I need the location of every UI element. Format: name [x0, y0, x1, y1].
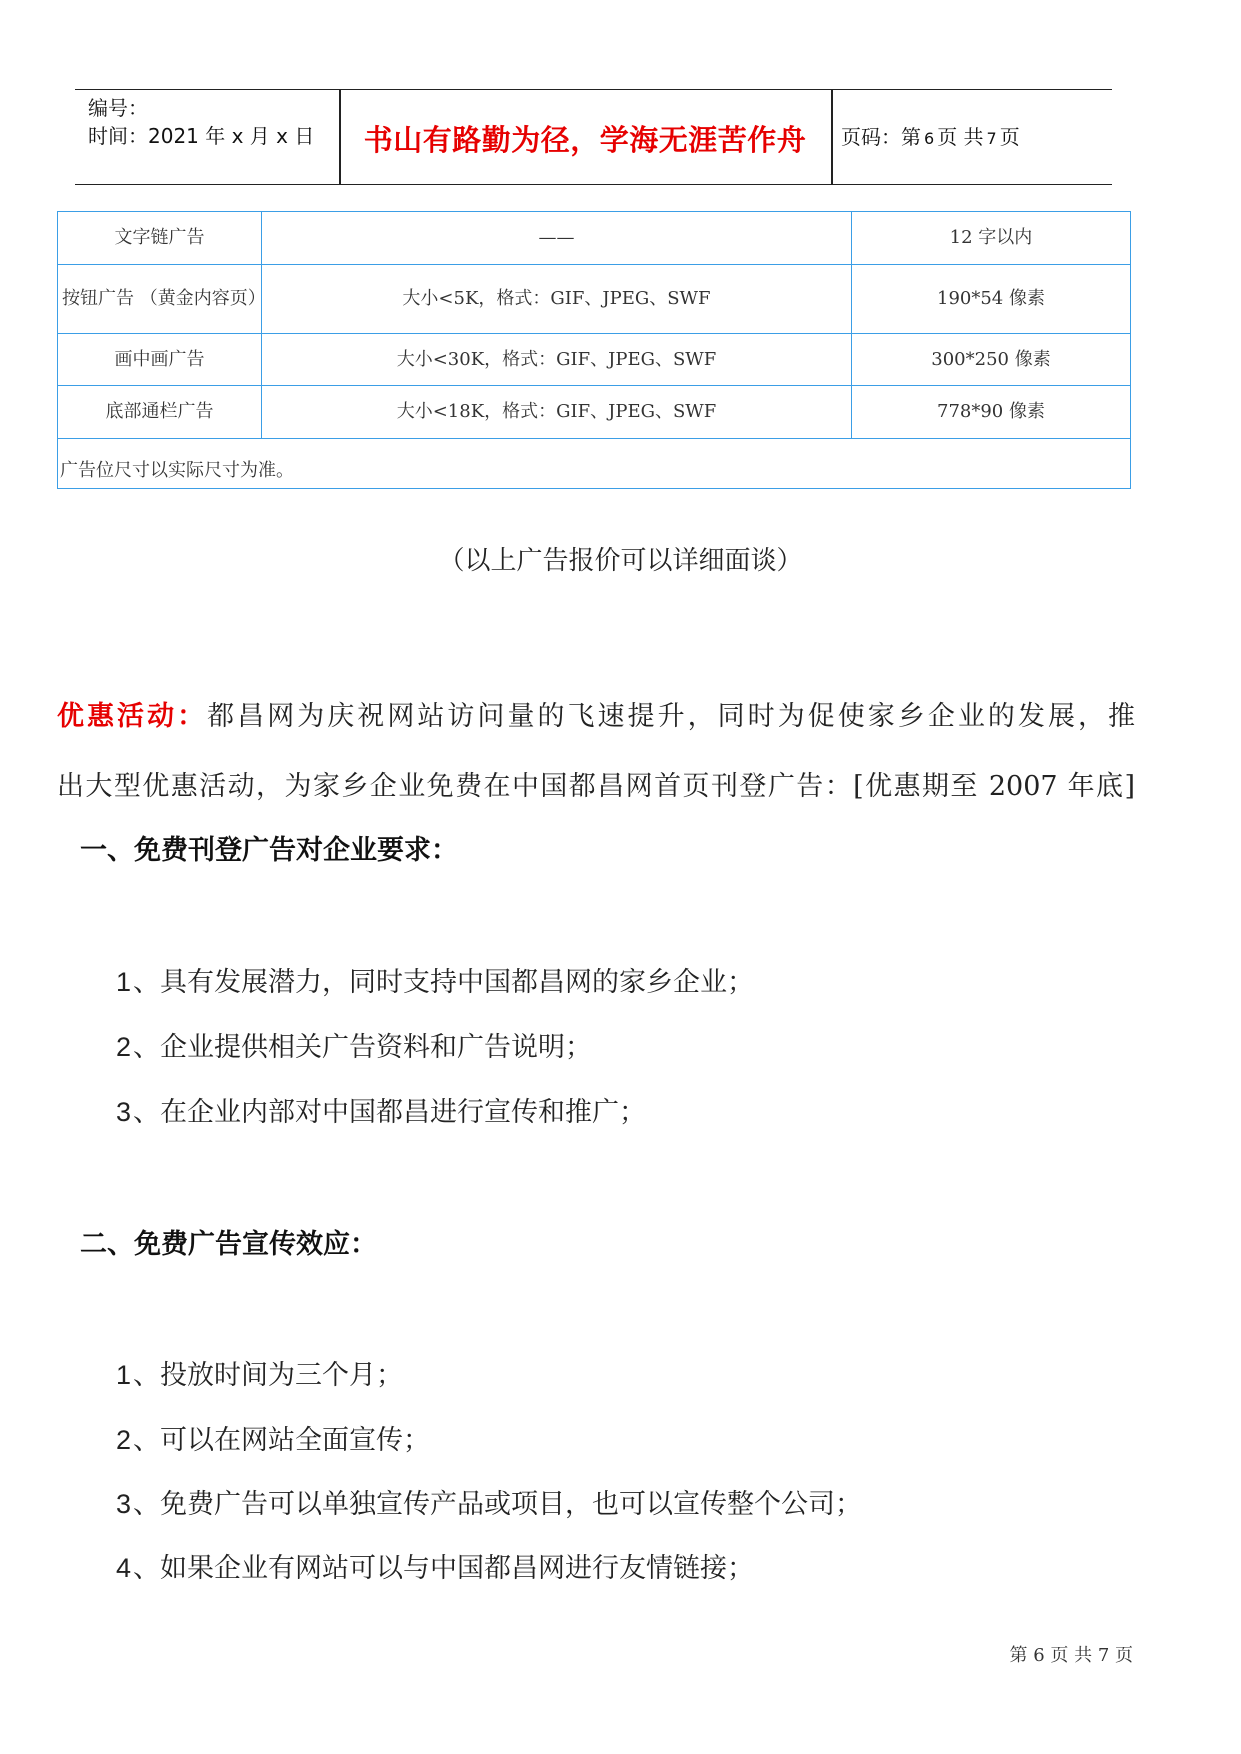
motto: 书山有路勤为径，学海无涯苦作舟	[363, 123, 807, 157]
table-row	[58, 334, 1131, 386]
time-label: 时间：2021 年 x 月 x 日	[88, 124, 315, 148]
table-row	[58, 386, 1131, 439]
section-2-title: 二、免费广告宣传效应：	[80, 1229, 377, 1260]
ad-spec-cell: 大小<30K，格式：GIF、JPEG、SWF	[262, 334, 852, 386]
ad-size-cell: 190*54 像素	[852, 265, 1131, 334]
header-meta	[88, 94, 314, 150]
number-label: 编号：	[88, 96, 148, 120]
page-total: 7	[986, 129, 997, 148]
page-prefix: 页码：第	[841, 125, 921, 149]
ad-spec-cell: 大小<5K，格式：GIF、JPEG、SWF	[262, 265, 852, 334]
ad-type-cell: 按钮广告 （黄金内容页）	[58, 265, 262, 334]
list-item: 1、投放时间为三个月；	[116, 1360, 404, 1391]
ad-type-cell: 文字链广告	[58, 212, 262, 265]
list-item: 1、具有发展潜力，同时支持中国都昌网的家乡企业；	[116, 967, 755, 998]
page-current: 6	[924, 129, 935, 148]
list-item: 3、免费广告可以单独宣传产品或项目，也可以宣传整个公司；	[116, 1489, 863, 1520]
ad-type-cell: 底部通栏广告	[58, 386, 262, 439]
table-row	[58, 439, 1131, 489]
section-1-title: 一、免费刊登广告对企业要求：	[80, 835, 458, 866]
promotion-line-1	[57, 685, 1135, 748]
page-suffix: 页	[999, 125, 1020, 149]
table-note: 广告位尺寸以实际尺寸为准。	[58, 439, 1131, 489]
list-item: 4、如果企业有网站可以与中国都昌网进行友情链接；	[116, 1553, 755, 1584]
ad-type-cell: 画中画广告	[58, 334, 262, 386]
promotion-text-1: 都昌网为庆祝网站访问量的飞速提升，同时为促使家乡企业的发展，推	[207, 701, 1136, 732]
page-mid: 页 共	[937, 125, 984, 149]
list-item: 3、在企业内部对中国都昌进行宣传和推广；	[116, 1097, 647, 1128]
document-header	[75, 89, 1112, 185]
ad-spec-cell: 大小<18K，格式：GIF、JPEG、SWF	[262, 386, 852, 439]
ad-spec-table	[57, 211, 1131, 489]
table-row	[58, 265, 1131, 334]
list-item: 2、企业提供相关广告资料和广告说明；	[116, 1032, 593, 1063]
header-page-indicator	[841, 121, 1020, 150]
ad-spec-cell: ——	[262, 212, 852, 265]
list-item: 2、可以在网站全面宣传；	[116, 1425, 431, 1456]
ad-size-cell: 12 字以内	[852, 212, 1131, 265]
promotion-line-2: 出大型优惠活动，为家乡企业免费在中国都昌网首页刊登广告：[优惠期至 2007 年底]	[57, 771, 1135, 802]
header-divider	[831, 90, 833, 184]
ad-size-cell: 300*250 像素	[852, 334, 1131, 386]
ad-size-cell: 778*90 像素	[852, 386, 1131, 439]
promotion-lead: 优惠活动：	[57, 701, 208, 732]
page-footer: 第 6 页 共 7 页	[1009, 1645, 1133, 1666]
negotiable-note: （以上广告报价可以详细面谈）	[438, 546, 803, 576]
table-row	[58, 212, 1131, 265]
